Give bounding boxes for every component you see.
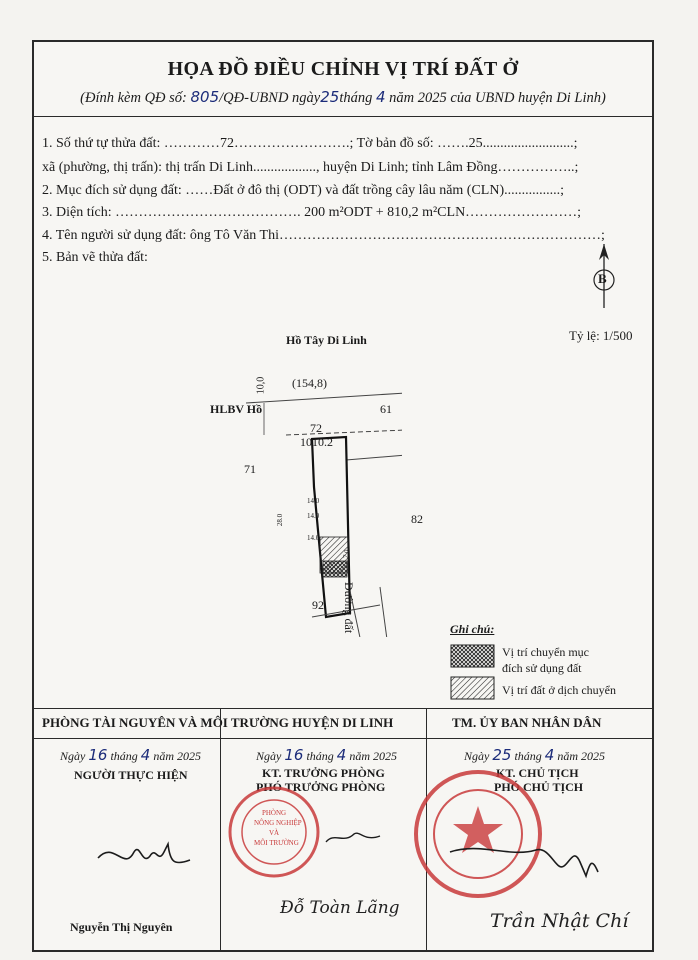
col1-name: Nguyễn Thị Nguyên bbox=[70, 920, 173, 934]
subtitle-suffix: năm 2025 của UBND huyện Di Linh) bbox=[389, 90, 606, 106]
parcel-number: 72 bbox=[219, 136, 234, 151]
dimension-road: 7.0 bbox=[341, 548, 352, 560]
department-name: PHÒNG TÀI NGUYÊN VÀ MÔI TRƯỜNG HUYỆN DI LINH bbox=[42, 715, 394, 730]
department-stamp-text: PHÒNG NÔNG NGHIỆP VÀ MÔI TRƯỜNG bbox=[254, 809, 302, 847]
neighbor-parcel-61: 61 bbox=[380, 402, 392, 416]
col1-day: 16 bbox=[88, 746, 108, 764]
boundary-61 bbox=[346, 455, 402, 460]
col1-date: Ngày 16 tháng 4 năm 2025 bbox=[60, 746, 201, 764]
footer-header-divider bbox=[34, 738, 652, 739]
legend-item2: Vị trí đất ở dịch chuyển bbox=[502, 683, 616, 697]
col3-date: Ngày 25 tháng 4 năm 2025 bbox=[464, 746, 605, 764]
legend-item1-line1: Vị trí chuyển mục bbox=[502, 645, 589, 659]
document-title: HỌA ĐỒ ĐIỀU CHỈNH VỊ TRÍ ĐẤT Ở bbox=[167, 58, 519, 80]
col2-month: 4 bbox=[336, 746, 347, 764]
col2-role2: PHÓ TRƯỞNG PHÒNG bbox=[256, 780, 386, 794]
info-line-owner: 4. Tên người sử dụng đất: ông Tô Văn Thi……………………………………………………………; bbox=[42, 228, 605, 243]
footer-top-divider bbox=[34, 708, 652, 709]
col2-day: 16 bbox=[284, 746, 304, 764]
col3-day: 25 bbox=[492, 746, 512, 764]
lake-boundary-line bbox=[246, 393, 402, 403]
subtitle-mid1: /QĐ-UBND ngày bbox=[219, 90, 321, 106]
dimension-14-c: 14.0 bbox=[307, 534, 320, 542]
dimension-14-b: 14.0 bbox=[307, 512, 320, 520]
info-line-area: 3. Diện tích: …………………………………. 200 m²ODT + 810,2 m²CLN……………………; bbox=[42, 205, 582, 220]
subtitle-prefix: (Đính kèm QĐ số: bbox=[80, 90, 187, 106]
signature-col2-initial bbox=[324, 822, 384, 852]
parcel-number-map: 72 bbox=[310, 421, 322, 435]
dimension-14-a: 14.0 bbox=[307, 497, 320, 505]
col3-role1: KT. CHỦ TỊCH bbox=[496, 766, 579, 780]
info-line-purpose: 2. Mục đích sử dụng đất: ……Đất ở đô thị (ODT) và đất trồng cây lâu năm (CLN)................; bbox=[42, 183, 565, 198]
info-line-drawing: 5. Bản vẽ thửa đất: bbox=[42, 250, 148, 265]
parcel-area-map: 1010.2 bbox=[300, 435, 333, 449]
col3-month: 4 bbox=[544, 746, 555, 764]
col2-name: Đỗ Toàn Lãng bbox=[280, 898, 400, 918]
north-label: B bbox=[598, 271, 607, 286]
scale-label: Tỷ lệ: 1/500 bbox=[569, 328, 633, 343]
signature-col3 bbox=[440, 832, 600, 892]
col2-date: Ngày 16 tháng 4 năm 2025 bbox=[256, 746, 397, 764]
legend-swatches bbox=[450, 642, 496, 702]
header-divider bbox=[34, 116, 652, 117]
parcel-line-end: ..........................; bbox=[482, 136, 578, 151]
footer-col-divider-1 bbox=[220, 708, 221, 950]
signature-col1 bbox=[94, 822, 194, 882]
col2-role1: KT. TRƯỞNG PHÒNG bbox=[262, 766, 385, 780]
legend-title: Ghi chú: bbox=[450, 622, 495, 636]
width-dimension: 10,0 bbox=[255, 376, 267, 395]
subtitle-mid2: tháng bbox=[339, 90, 373, 106]
purpose-change-area bbox=[323, 561, 347, 577]
decision-day: 25 bbox=[320, 88, 340, 106]
neighbor-parcel-92: 92 bbox=[312, 598, 324, 612]
neighbor-parcel-82: 82 bbox=[411, 512, 423, 526]
decision-number: 805 bbox=[190, 88, 220, 106]
lake-section-area: (154,8) bbox=[292, 376, 327, 390]
parcel-label: 1. Số thứ tự thửa đất: ………… bbox=[42, 136, 220, 151]
col1-month: 4 bbox=[140, 746, 151, 764]
info-line-address: xã (phường, thị trấn): thị trấn Di Linh.................., huyện Di Linh; tỉnh Lâm Đồng……………..; bbox=[42, 160, 579, 175]
legend-item1-line2: đích sử dụng đất bbox=[502, 661, 582, 675]
map-sheet-label: …………………….; Tờ bản đồ số: ……. bbox=[233, 136, 469, 151]
dimension-side: 28.0 bbox=[276, 513, 285, 527]
neighbor-parcel-71: 71 bbox=[244, 462, 256, 476]
lake-label: Hồ Tây Di Linh bbox=[286, 333, 367, 347]
decision-month: 4 bbox=[375, 88, 386, 106]
hlbv-label: HLBV Hồ bbox=[210, 402, 263, 416]
road-edge-right bbox=[380, 587, 388, 637]
road-label: Đường đất bbox=[342, 582, 356, 634]
map-sheet-number: 25 bbox=[468, 136, 483, 151]
col1-role: NGƯỜI THỰC HIỆN bbox=[74, 768, 188, 782]
document-subtitle bbox=[34, 88, 652, 107]
col3-role2: PHÓ CHỦ TỊCH bbox=[494, 780, 584, 794]
committee-name: TM. ỦY BAN NHÂN DÂN bbox=[452, 715, 602, 730]
info-line-parcel bbox=[42, 136, 577, 152]
legend-swatch-relocation bbox=[451, 677, 494, 699]
document-frame bbox=[32, 40, 654, 952]
col3-name: Trần Nhật Chí bbox=[490, 910, 629, 932]
legend-swatch-purpose-change bbox=[451, 645, 494, 667]
